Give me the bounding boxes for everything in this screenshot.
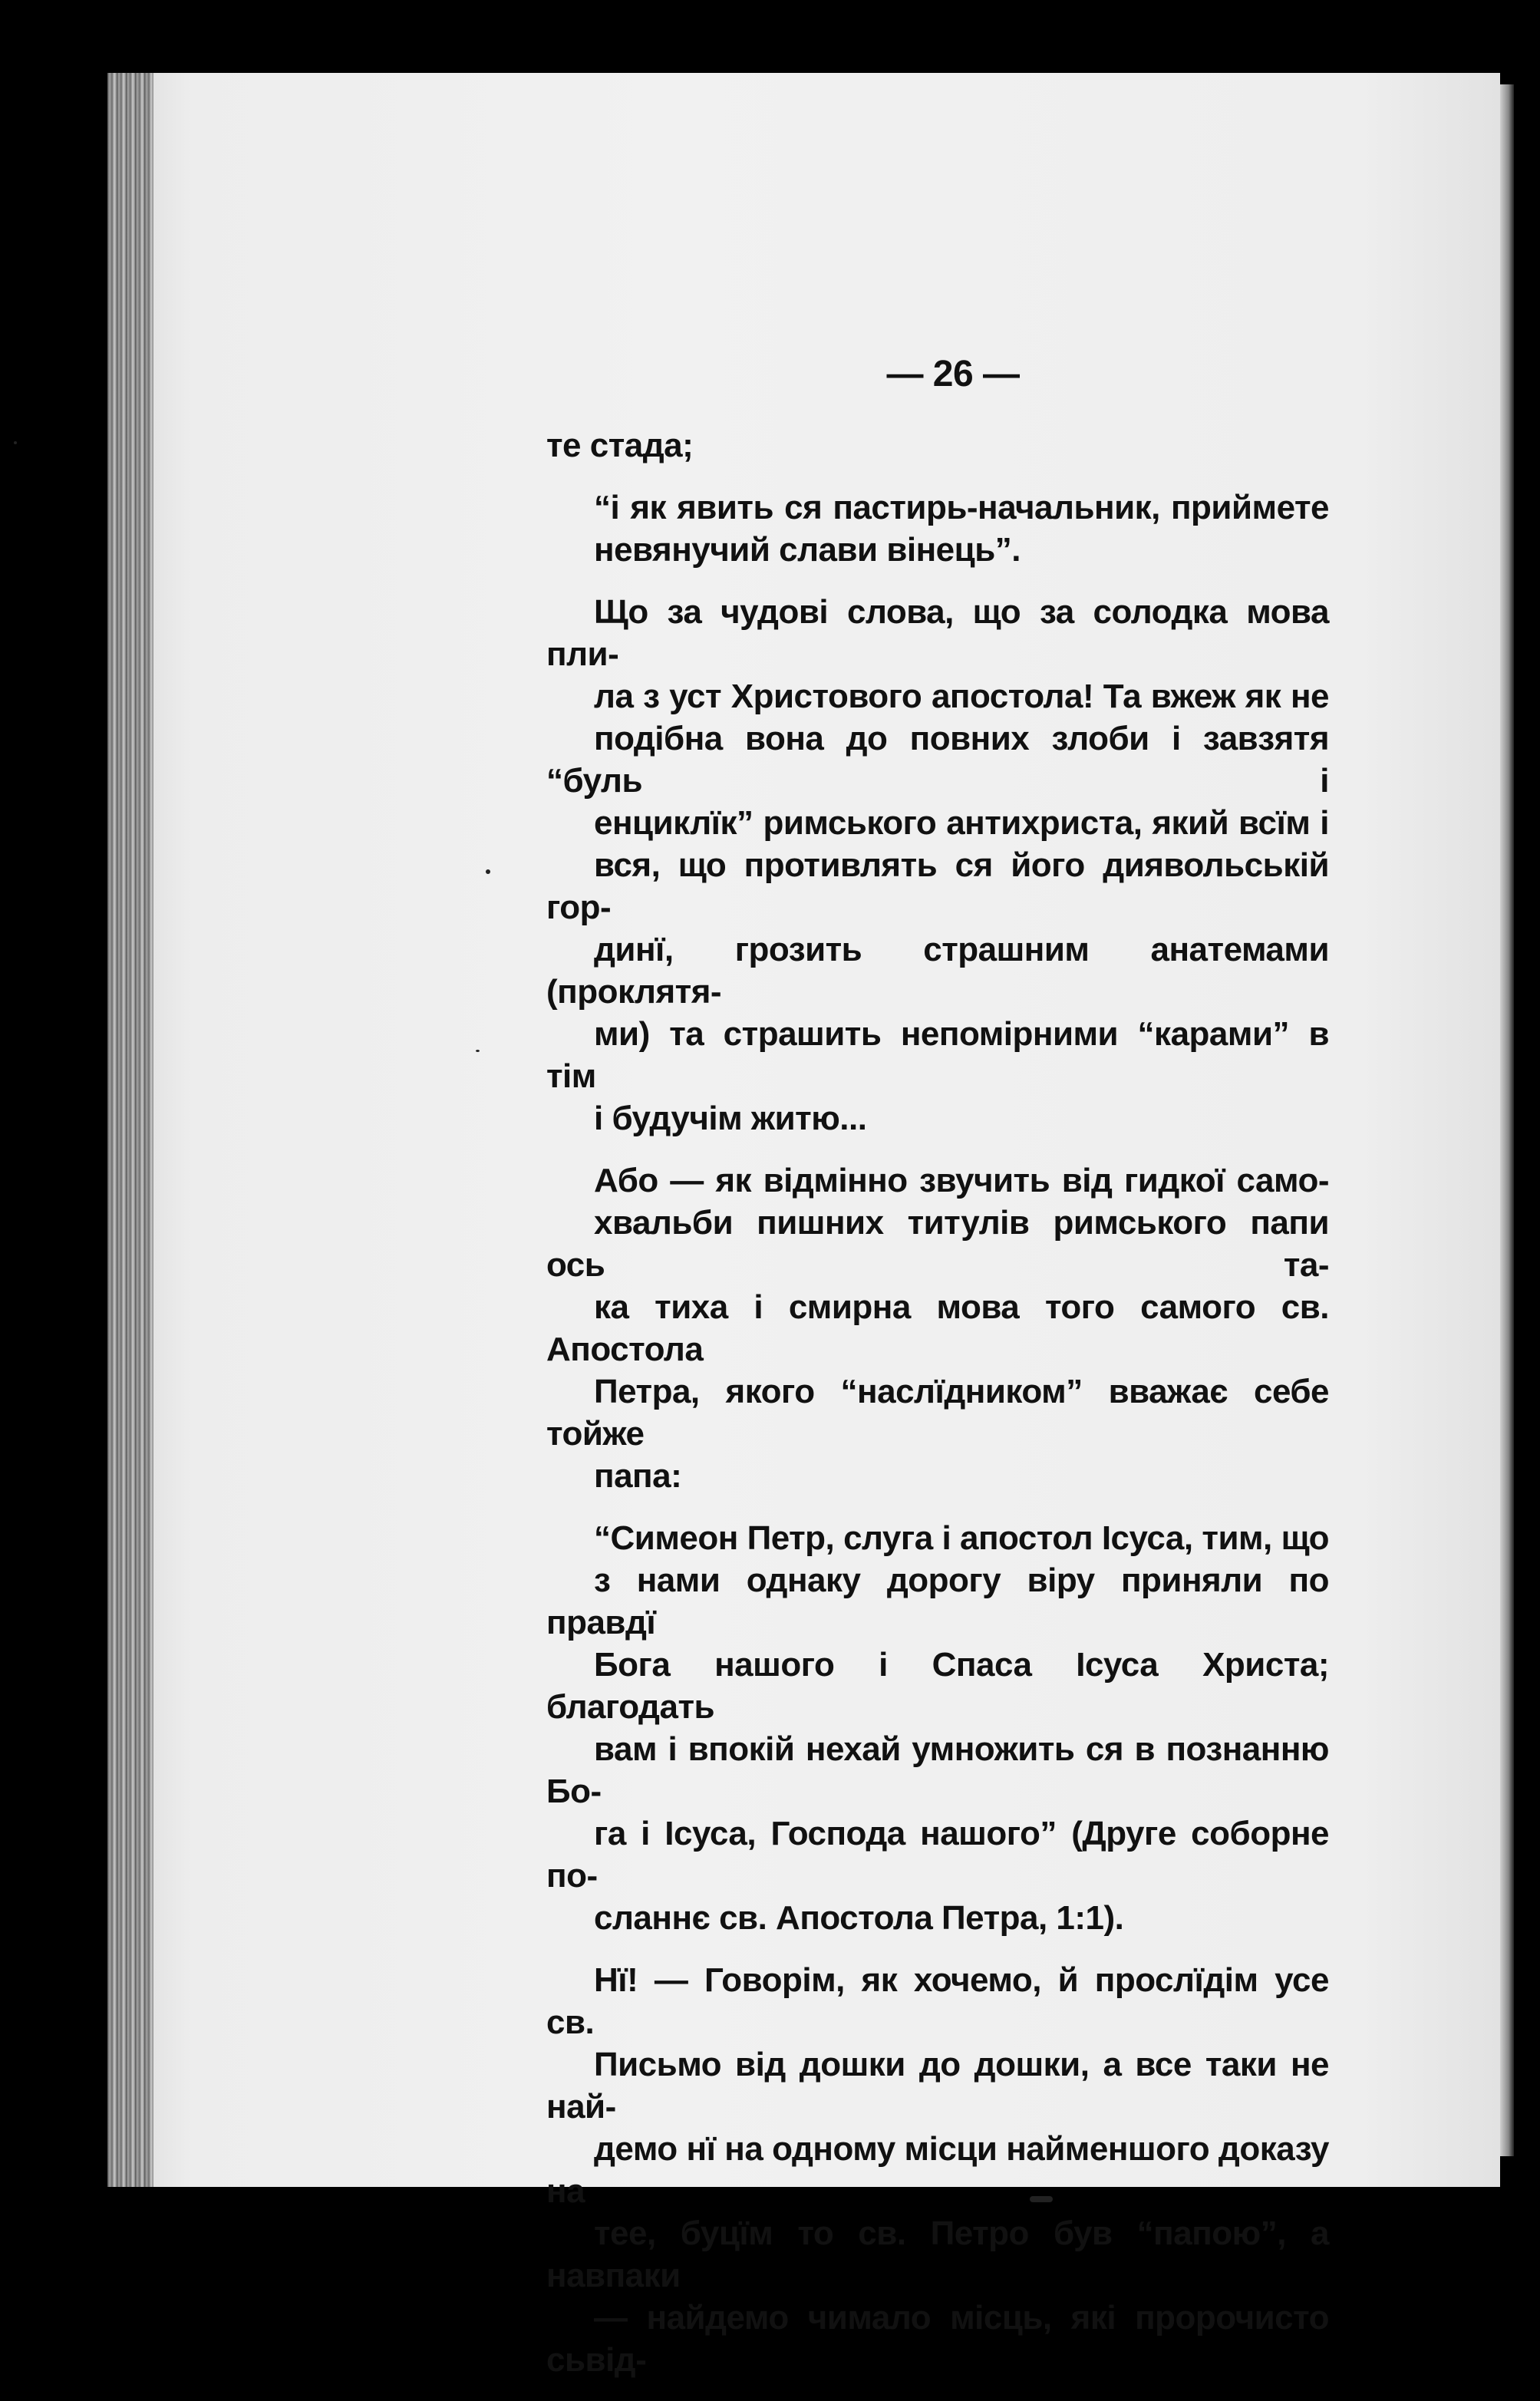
text-line: Що за чудові слова, що за солодка мова пли- [546,593,1329,673]
text-line: вся, що противлять ся його диявольській гор- [546,846,1329,926]
text-line: Або — як відмінно звучить від гидкої само- [594,1162,1329,1199]
text-line: папа: [594,1457,682,1495]
text-line: енциклїк” римського антихриста, який всїм і [594,804,1329,842]
text-line: те стада; [546,427,694,464]
text-line: хвальби пишних титулів римського папи ось та- [546,1204,1329,1284]
dust-speck [476,1050,480,1052]
text-line: “Симеон Петр, слуга і апостол Ісуса, тим, що [594,1519,1329,1557]
text-line: — найдемо чимало місць, які пророчисто сьвід- [546,2299,1329,2379]
text-line: ла з уст Христового апостола! Та вжеж як не [594,678,1329,715]
paragraph [546,591,1329,1139]
text-line: тее, буцїм то св. Петро був “папою”, а навпаки [546,2215,1329,2294]
text-line: з нами однаку дорогу віру приняли по правдї [546,1562,1329,1641]
text-line: сланнє св. Апостола Петра, 1:1). [594,1899,1124,1937]
dust-speck [14,441,17,444]
page-right-edge [1500,84,1514,2156]
text-line: Петра, якого “наслїдником” вважає себе тойже [546,1373,1329,1453]
text-line: ка тиха і смирна мова того самого св. Апостола [546,1288,1329,1368]
binding-edge [107,73,153,2187]
page-text [546,353,1329,2401]
paragraph [546,1517,1329,1939]
text-line: Нї! — Говорім, як хочемо, й прослїдім усе св. [546,1961,1329,2041]
dust-speck [486,869,490,874]
paragraph [546,486,1329,571]
paragraph [546,1959,1329,2381]
text-line: невянучий слави вінець”. [594,531,1021,569]
text-line: подібна вона до повних злоби і завзятя “буль і [546,720,1329,800]
text-line: га і Ісуса, Господа нашого” (Друге соборне по- [546,1815,1329,1895]
text-line: демо нї на одному місци найменшого доказу на [546,2130,1329,2210]
page-number: — 26 — [886,354,1020,394]
paragraphs [546,424,1329,2381]
text-line: Письмо від дошки до дошки, а все таки не най- [546,2046,1329,2126]
text-line: ми) та страшить непомірними “карами” в тім [546,1015,1329,1095]
text-line: вам і впокій нехай умножить ся в познанню Бо- [546,1730,1329,1810]
text-line: і будучім житю... [594,1100,867,1137]
text-line: динї, грозить страшним анатемами (проклятя- [546,931,1329,1011]
text-line: “і як явить ся пастирь-начальник, приймете [594,489,1329,526]
paragraph [546,424,1329,467]
text-line: Бога нашого і Спаса Ісуса Христа; благодать [546,1646,1329,1726]
paragraph [546,1159,1329,1497]
